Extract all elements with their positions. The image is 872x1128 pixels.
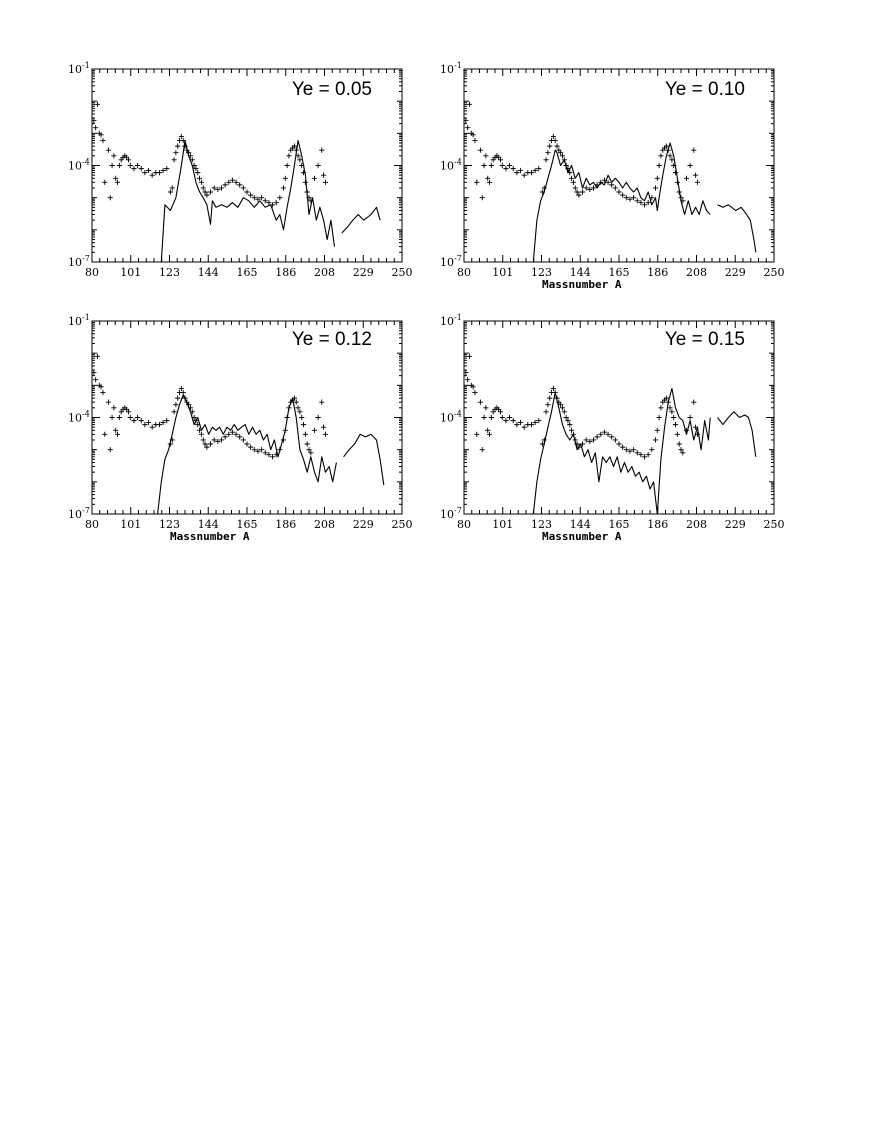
data-point bbox=[595, 434, 600, 439]
figure-canvas bbox=[0, 0, 872, 560]
x-tick-label: 144 bbox=[197, 518, 219, 531]
data-point bbox=[467, 354, 472, 359]
data-point bbox=[483, 153, 488, 158]
data-point bbox=[319, 148, 324, 153]
y-tick-label: 10 bbox=[440, 256, 454, 269]
data-point bbox=[688, 163, 693, 168]
data-point bbox=[677, 441, 682, 446]
y-tick-exponent: -7 bbox=[82, 506, 90, 515]
y-tick-exponent: -7 bbox=[454, 506, 462, 515]
y-tick-exponent: -7 bbox=[454, 254, 462, 263]
data-point bbox=[688, 415, 693, 420]
data-point bbox=[131, 166, 136, 171]
data-point bbox=[684, 176, 689, 181]
data-point bbox=[285, 163, 290, 168]
x-tick-label: 186 bbox=[275, 518, 297, 531]
data-point bbox=[545, 402, 550, 407]
y-tick-exponent: -7 bbox=[82, 254, 90, 263]
data-point bbox=[316, 163, 321, 168]
x-tick-label: 250 bbox=[391, 266, 413, 279]
x-tick-label: 123 bbox=[159, 266, 180, 279]
data-point bbox=[323, 180, 328, 185]
y-tick-exponent: -4 bbox=[82, 157, 90, 167]
data-point bbox=[478, 148, 483, 153]
data-point bbox=[285, 415, 290, 420]
data-point bbox=[543, 409, 548, 414]
data-point bbox=[316, 415, 321, 420]
data-point bbox=[653, 185, 658, 190]
x-tick-label: 165 bbox=[236, 518, 258, 531]
x-tick-label: 229 bbox=[724, 518, 746, 531]
x-tick-label: 165 bbox=[236, 266, 258, 279]
data-point bbox=[321, 425, 326, 430]
plot-area bbox=[91, 102, 380, 262]
x-tick-label: 123 bbox=[159, 518, 180, 531]
data-point bbox=[616, 189, 621, 194]
data-point bbox=[481, 163, 486, 168]
data-point bbox=[117, 163, 122, 168]
x-tick-label: 165 bbox=[608, 518, 630, 531]
data-point bbox=[507, 415, 512, 420]
y-tick-label: 10 bbox=[68, 63, 82, 76]
data-point bbox=[150, 173, 155, 178]
data-point bbox=[286, 405, 291, 410]
data-point bbox=[693, 173, 698, 178]
data-point bbox=[241, 437, 246, 442]
chart-panel bbox=[68, 313, 413, 543]
data-point bbox=[691, 400, 696, 405]
data-point bbox=[93, 377, 98, 382]
data-point bbox=[595, 182, 600, 187]
data-point bbox=[93, 125, 98, 130]
data-point bbox=[675, 432, 680, 437]
data-point bbox=[95, 102, 100, 107]
panel-title: Ye = 0.15 bbox=[664, 329, 745, 350]
data-point bbox=[478, 400, 483, 405]
x-tick-label: 101 bbox=[492, 266, 514, 279]
data-point bbox=[609, 182, 614, 187]
data-point bbox=[655, 428, 660, 433]
y-tick-exponent: -1 bbox=[82, 61, 90, 70]
data-point bbox=[108, 195, 113, 200]
x-tick-label: 101 bbox=[120, 266, 142, 279]
data-point bbox=[248, 445, 253, 450]
x-axis-label: Massnumber A bbox=[542, 530, 622, 543]
data-point bbox=[281, 185, 286, 190]
x-axis-label: Massnumber A bbox=[542, 278, 622, 291]
x-tick-label: 80 bbox=[85, 266, 99, 279]
data-point bbox=[283, 176, 288, 181]
data-point bbox=[301, 422, 306, 427]
figure bbox=[0, 0, 872, 560]
data-point bbox=[223, 434, 228, 439]
data-point bbox=[503, 418, 508, 423]
data-point bbox=[175, 396, 180, 401]
chart-panel bbox=[440, 313, 785, 543]
y-tick-label: 10 bbox=[68, 508, 82, 521]
data-point bbox=[323, 432, 328, 437]
data-point bbox=[117, 415, 122, 420]
x-tick-label: 208 bbox=[686, 518, 707, 531]
data-point bbox=[511, 418, 516, 423]
x-tick-label: 186 bbox=[275, 266, 297, 279]
data-point bbox=[108, 447, 113, 452]
x-tick-label: 144 bbox=[197, 266, 219, 279]
data-point bbox=[299, 415, 304, 420]
data-point bbox=[695, 180, 700, 185]
y-tick-exponent: -1 bbox=[454, 313, 462, 322]
data-point bbox=[620, 445, 625, 450]
data-point bbox=[620, 193, 625, 198]
data-point bbox=[500, 163, 505, 168]
data-point bbox=[111, 405, 116, 410]
data-point bbox=[171, 157, 176, 162]
data-point bbox=[319, 400, 324, 405]
data-point bbox=[481, 415, 486, 420]
data-point bbox=[241, 185, 246, 190]
data-point bbox=[286, 153, 291, 158]
data-point bbox=[283, 428, 288, 433]
chart-panel bbox=[68, 61, 413, 279]
data-point bbox=[691, 148, 696, 153]
data-point bbox=[465, 377, 470, 382]
series-line bbox=[161, 141, 334, 263]
x-tick-label: 144 bbox=[569, 266, 591, 279]
series-line bbox=[344, 434, 384, 485]
data-point bbox=[95, 354, 100, 359]
data-point bbox=[465, 125, 470, 130]
y-tick-label: 10 bbox=[440, 315, 454, 328]
series-line bbox=[158, 395, 337, 514]
data-point bbox=[128, 415, 133, 420]
data-point bbox=[248, 193, 253, 198]
data-point bbox=[102, 180, 107, 185]
x-tick-label: 250 bbox=[763, 518, 785, 531]
x-tick-label: 229 bbox=[352, 266, 374, 279]
data-point bbox=[649, 447, 654, 452]
data-point bbox=[613, 185, 618, 190]
y-tick-label: 10 bbox=[68, 411, 82, 425]
y-tick-label: 10 bbox=[440, 508, 454, 521]
data-point bbox=[208, 441, 213, 446]
data-point bbox=[489, 415, 494, 420]
data-point bbox=[303, 432, 308, 437]
y-tick-label: 10 bbox=[68, 159, 82, 173]
x-tick-label: 101 bbox=[492, 518, 514, 531]
x-tick-label: 186 bbox=[647, 266, 669, 279]
data-point bbox=[673, 170, 678, 175]
data-point bbox=[131, 418, 136, 423]
data-point bbox=[277, 447, 282, 452]
y-tick-exponent: -4 bbox=[454, 409, 462, 419]
data-point bbox=[657, 415, 662, 420]
panel-title: Ye = 0.10 bbox=[664, 79, 745, 100]
data-point bbox=[223, 182, 228, 187]
data-point bbox=[472, 138, 477, 143]
x-tick-label: 208 bbox=[314, 266, 335, 279]
data-point bbox=[609, 434, 614, 439]
data-point bbox=[657, 163, 662, 168]
data-point bbox=[480, 447, 485, 452]
data-point bbox=[472, 390, 477, 395]
y-tick-label: 10 bbox=[68, 256, 82, 269]
data-point bbox=[503, 166, 508, 171]
data-point bbox=[106, 400, 111, 405]
series-line bbox=[718, 205, 756, 253]
x-tick-label: 250 bbox=[763, 266, 785, 279]
data-point bbox=[675, 180, 680, 185]
data-point bbox=[507, 163, 512, 168]
y-tick-exponent: -4 bbox=[82, 409, 90, 419]
chart-panel bbox=[440, 61, 785, 291]
data-point bbox=[616, 441, 621, 446]
data-point bbox=[135, 163, 140, 168]
data-point bbox=[547, 396, 552, 401]
x-tick-label: 123 bbox=[531, 518, 552, 531]
data-point bbox=[312, 428, 317, 433]
x-tick-label: 250 bbox=[391, 518, 413, 531]
x-tick-label: 229 bbox=[352, 518, 374, 531]
data-point bbox=[522, 173, 527, 178]
data-point bbox=[613, 437, 618, 442]
data-point bbox=[500, 415, 505, 420]
data-point bbox=[480, 195, 485, 200]
data-point bbox=[173, 402, 178, 407]
data-point bbox=[511, 166, 516, 171]
data-point bbox=[208, 189, 213, 194]
data-point bbox=[139, 418, 144, 423]
data-point bbox=[237, 434, 242, 439]
data-point bbox=[244, 441, 249, 446]
data-point bbox=[135, 415, 140, 420]
data-point bbox=[171, 409, 176, 414]
data-point bbox=[474, 432, 479, 437]
y-tick-exponent: -1 bbox=[82, 313, 90, 322]
data-point bbox=[173, 150, 178, 155]
data-point bbox=[474, 180, 479, 185]
y-tick-exponent: -4 bbox=[454, 157, 462, 167]
y-tick-label: 10 bbox=[440, 411, 454, 425]
data-point bbox=[102, 432, 107, 437]
data-point bbox=[673, 422, 678, 427]
data-point bbox=[547, 144, 552, 149]
data-point bbox=[658, 405, 663, 410]
plot-area bbox=[463, 102, 756, 262]
y-tick-label: 10 bbox=[440, 63, 454, 76]
data-point bbox=[305, 189, 310, 194]
x-tick-label: 144 bbox=[569, 518, 591, 531]
data-point bbox=[106, 148, 111, 153]
series-line bbox=[533, 143, 710, 262]
data-point bbox=[139, 166, 144, 171]
x-tick-label: 208 bbox=[686, 266, 707, 279]
panel-title: Ye = 0.12 bbox=[291, 329, 372, 350]
data-point bbox=[100, 138, 105, 143]
y-tick-label: 10 bbox=[68, 315, 82, 328]
y-tick-exponent: -1 bbox=[454, 61, 462, 70]
data-point bbox=[543, 157, 548, 162]
data-point bbox=[305, 441, 310, 446]
x-tick-label: 80 bbox=[85, 518, 99, 531]
data-point bbox=[545, 150, 550, 155]
data-point bbox=[467, 102, 472, 107]
data-point bbox=[111, 153, 116, 158]
data-point bbox=[655, 176, 660, 181]
series-line bbox=[718, 412, 756, 457]
panel-title: Ye = 0.05 bbox=[291, 79, 372, 100]
data-point bbox=[100, 390, 105, 395]
x-axis-label: Massnumber A bbox=[170, 530, 250, 543]
x-tick-label: 186 bbox=[647, 518, 669, 531]
data-point bbox=[653, 437, 658, 442]
data-point bbox=[489, 163, 494, 168]
data-point bbox=[277, 195, 282, 200]
x-tick-label: 229 bbox=[724, 266, 746, 279]
data-point bbox=[671, 415, 676, 420]
data-point bbox=[658, 153, 663, 158]
data-point bbox=[522, 425, 527, 430]
x-tick-label: 101 bbox=[120, 518, 142, 531]
data-point bbox=[237, 182, 242, 187]
data-point bbox=[109, 415, 114, 420]
data-point bbox=[312, 176, 317, 181]
x-tick-label: 208 bbox=[314, 518, 335, 531]
data-point bbox=[244, 189, 249, 194]
data-point bbox=[483, 405, 488, 410]
data-point bbox=[109, 163, 114, 168]
x-tick-label: 123 bbox=[531, 266, 552, 279]
series-line bbox=[533, 389, 710, 515]
x-tick-label: 80 bbox=[457, 266, 471, 279]
data-point bbox=[303, 180, 308, 185]
y-tick-label: 10 bbox=[440, 159, 454, 173]
plot-area bbox=[463, 354, 756, 514]
data-point bbox=[580, 189, 585, 194]
data-point bbox=[128, 163, 133, 168]
data-point bbox=[175, 144, 180, 149]
data-point bbox=[150, 425, 155, 430]
data-point bbox=[677, 189, 682, 194]
plot-area bbox=[91, 354, 384, 514]
data-point bbox=[321, 173, 326, 178]
x-tick-label: 80 bbox=[457, 518, 471, 531]
series-line bbox=[342, 207, 380, 233]
x-tick-label: 165 bbox=[608, 266, 630, 279]
